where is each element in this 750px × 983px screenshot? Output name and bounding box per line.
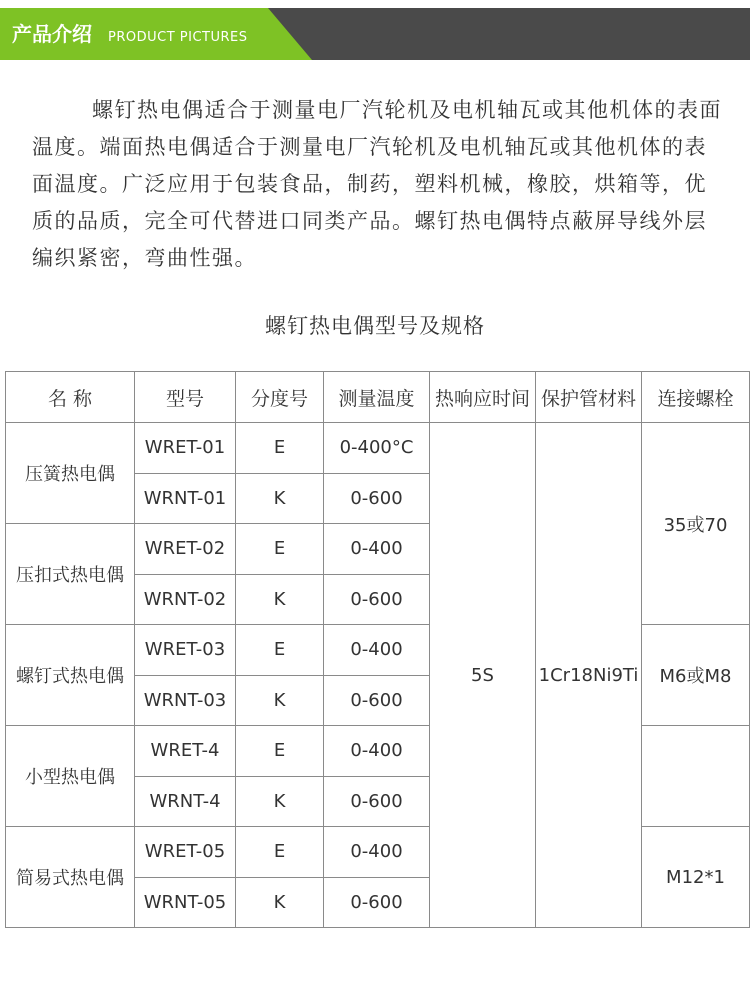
grade-cell: K [236,473,324,524]
model-cell: WRET-03 [135,625,236,676]
temp-cell: 0-400 [324,827,430,878]
table-header-row [6,372,750,423]
header-cell-model: 型号 [135,372,236,423]
response-time-cell: 5S [430,423,536,928]
model-cell: WRET-05 [135,827,236,878]
spec-table [5,371,750,928]
grade-cell: E [236,827,324,878]
bolt-cell: M12*1 [642,827,750,928]
table-title: 螺钉热电偶型号及规格 [265,314,485,338]
grade-cell: K [236,776,324,827]
model-cell: WRNT-02 [135,574,236,625]
intro-paragraph [32,92,722,277]
product-name: 小型热电偶 [6,726,135,827]
model-cell: WRNT-4 [135,776,236,827]
header-cell-bolt: 连接螺栓 [642,372,750,423]
grade-cell: K [236,574,324,625]
temp-cell: 0-400°C [324,423,430,474]
table-row [6,423,750,474]
bolt-cell: 35或70 [642,423,750,625]
temp-cell: 0-600 [324,675,430,726]
temp-cell: 0-600 [324,776,430,827]
material-cell: 1Cr18Ni9Ti [536,423,642,928]
grade-cell: E [236,423,324,474]
temp-cell: 0-400 [324,726,430,777]
grade-cell: E [236,524,324,575]
bolt-cell [642,726,750,827]
header-cell-material: 保护管材料 [536,372,642,423]
product-name: 螺钉式热电偶 [6,625,135,726]
model-cell: WRNT-05 [135,877,236,928]
model-cell: WRET-02 [135,524,236,575]
intro-text: 螺钉热电偶适合于测量电厂汽轮机及电机轴瓦或其他机体的表面温度。端面热电偶适合于测量电厂汽轮机及电机轴瓦或其他机体的表面温度。广泛应用于包装食品，制药，塑料机械，橡胶，烘箱等，优质的品质，完全可代替进口同类产品。螺钉热电偶特点蔽屏导线外层编织紧密，弯曲性强。 [32,98,722,270]
product-name: 压簧热电偶 [6,423,135,524]
model-cell: WRNT-03 [135,675,236,726]
temp-cell: 0-600 [324,877,430,928]
temp-cell: 0-400 [324,524,430,575]
grade-cell: E [236,726,324,777]
product-name: 压扣式热电偶 [6,524,135,625]
header-cell-temp: 测量温度 [324,372,430,423]
header-cell-response: 热响应时间 [430,372,536,423]
product-name: 简易式热电偶 [6,827,135,928]
model-cell: WRET-4 [135,726,236,777]
header-cell-grade: 分度号 [236,372,324,423]
grade-cell: E [236,625,324,676]
header-cell-name: 名 称 [6,372,135,423]
temp-cell: 0-400 [324,625,430,676]
temp-cell: 0-600 [324,574,430,625]
model-cell: WRET-01 [135,423,236,474]
temp-cell: 0-600 [324,473,430,524]
grade-cell: K [236,877,324,928]
header-subtitle: PRODUCT PICTURES [108,30,248,45]
header-title: 产品介绍 [12,22,92,46]
model-cell: WRNT-01 [135,473,236,524]
bolt-cell: M6或M8 [642,625,750,726]
grade-cell: K [236,675,324,726]
